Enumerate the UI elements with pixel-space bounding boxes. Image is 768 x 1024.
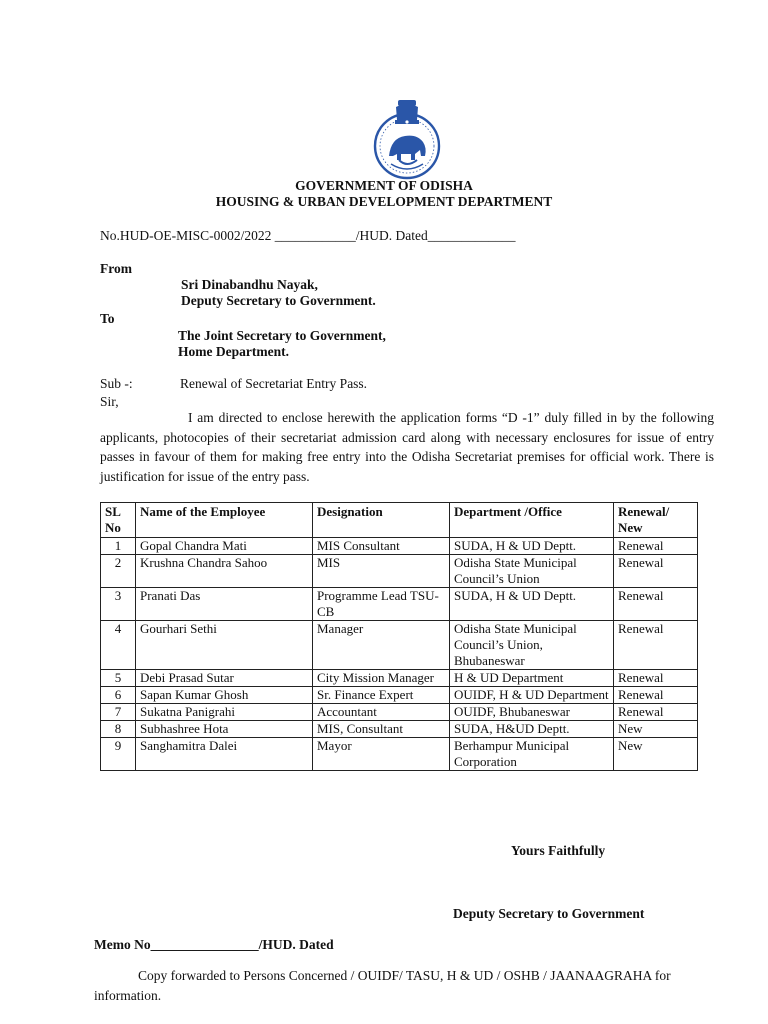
cell-department: Odisha State Municipal Council’s Union	[450, 555, 614, 588]
cell-designation: Programme Lead TSU- CB	[313, 588, 450, 621]
cell-status: Renewal	[614, 621, 698, 670]
cell-sl: 5	[101, 670, 136, 687]
cell-name: Gopal Chandra Mati	[136, 538, 313, 555]
reference-number: No.HUD-OE-MISC-0002/2022 ____________/HUD. Dated_____________	[100, 228, 516, 243]
cell-department: OUIDF, H & UD Department	[450, 687, 614, 704]
cell-department: Berhampur Municipal Corporation	[450, 738, 614, 771]
cell-status: New	[614, 721, 698, 738]
header-department: HOUSING & URBAN DEVELOPMENT DEPARTMENT	[215, 194, 553, 209]
cell-designation: MIS, Consultant	[313, 721, 450, 738]
cell-status: Renewal	[614, 670, 698, 687]
table-row	[101, 704, 698, 721]
signatory: Deputy Secretary to Government	[453, 906, 645, 921]
cell-sl: 2	[101, 555, 136, 588]
table-row	[101, 621, 698, 670]
cell-status: Renewal	[614, 538, 698, 555]
cell-name: Gourhari Sethi	[136, 621, 313, 670]
from-designation: Deputy Secretary to Government.	[181, 293, 376, 308]
cell-sl: 9	[101, 738, 136, 771]
header-government: GOVERNMENT OF ODISHA	[295, 178, 473, 193]
cell-status: Renewal	[614, 555, 698, 588]
table-row	[101, 588, 698, 621]
cell-sl: 1	[101, 538, 136, 555]
cell-designation: Manager	[313, 621, 450, 670]
memo-copy: Copy forwarded to Persons Concerned / OUIDF/ TASU, H & UD / OSHB / JAANAAGRAHA for information.	[94, 968, 671, 1003]
cell-status: Renewal	[614, 704, 698, 721]
cell-designation: Mayor	[313, 738, 450, 771]
cell-department: H & UD Department	[450, 670, 614, 687]
cell-department: SUDA, H & UD Deptt.	[450, 588, 614, 621]
cell-name: Sukatna Panigrahi	[136, 704, 313, 721]
cell-sl: 3	[101, 588, 136, 621]
cell-name: Sanghamitra Dalei	[136, 738, 313, 771]
cell-department: OUIDF, Bhubaneswar	[450, 704, 614, 721]
cell-department: SUDA, H & UD Deptt.	[450, 538, 614, 555]
cell-name: Debi Prasad Sutar	[136, 670, 313, 687]
header-sl-no: SL No	[101, 503, 136, 538]
employee-table	[100, 502, 698, 771]
cell-designation: MIS Consultant	[313, 538, 450, 555]
header-designation: Designation	[313, 503, 450, 538]
from-label: From	[100, 261, 132, 276]
cell-name: Sapan Kumar Ghosh	[136, 687, 313, 704]
cell-status: Renewal	[614, 687, 698, 704]
salutation: Sir,	[100, 394, 119, 409]
cell-designation: City Mission Manager	[313, 670, 450, 687]
cell-sl: 6	[101, 687, 136, 704]
cell-department: Odisha State Municipal Council’s Union, Bhubaneswar	[450, 621, 614, 670]
cell-status: New	[614, 738, 698, 771]
from-name: Sri Dinabandhu Nayak,	[181, 277, 318, 292]
cell-designation: MIS	[313, 555, 450, 588]
to-label: To	[100, 311, 115, 326]
cell-name: Subhashree Hota	[136, 721, 313, 738]
to-line1: The Joint Secretary to Government,	[178, 328, 386, 343]
yours-faithfully: Yours Faithfully	[511, 843, 606, 858]
header-department: Department /Office	[450, 503, 614, 538]
cell-designation: Sr. Finance Expert	[313, 687, 450, 704]
cell-designation: Accountant	[313, 704, 450, 721]
cell-status: Renewal	[614, 588, 698, 621]
to-line2: Home Department.	[178, 344, 289, 359]
state-emblem-icon	[371, 98, 443, 180]
memo-number: Memo No________________/HUD. Dated	[94, 937, 334, 952]
table-row	[101, 670, 698, 687]
table-row	[101, 738, 698, 771]
table-row	[101, 721, 698, 738]
table-header-row	[101, 503, 698, 538]
header-renewal-new: Renewal/ New	[614, 503, 698, 538]
cell-department: SUDA, H&UD Deptt.	[450, 721, 614, 738]
header-employee-name: Name of the Employee	[136, 503, 313, 538]
table-row	[101, 687, 698, 704]
table-row	[101, 555, 698, 588]
cell-sl: 7	[101, 704, 136, 721]
subject-label: Sub -:	[100, 376, 133, 391]
cell-sl: 8	[101, 721, 136, 738]
cell-name: Pranati Das	[136, 588, 313, 621]
cell-sl: 4	[101, 621, 136, 670]
subject-text: Renewal of Secretariat Entry Pass.	[180, 376, 368, 391]
cell-name: Krushna Chandra Sahoo	[136, 555, 313, 588]
body-paragraph: I am directed to enclose herewith the application forms “D -1” duly filled in by the following applicants, photocopies of their secretariat admission card along with necessary enclosures for issue of entry passes in favour of them for making free entry into the Odisha Secretariat premises for official work. There is justification for issue of the entry pass.	[100, 410, 714, 484]
table-row	[101, 538, 698, 555]
